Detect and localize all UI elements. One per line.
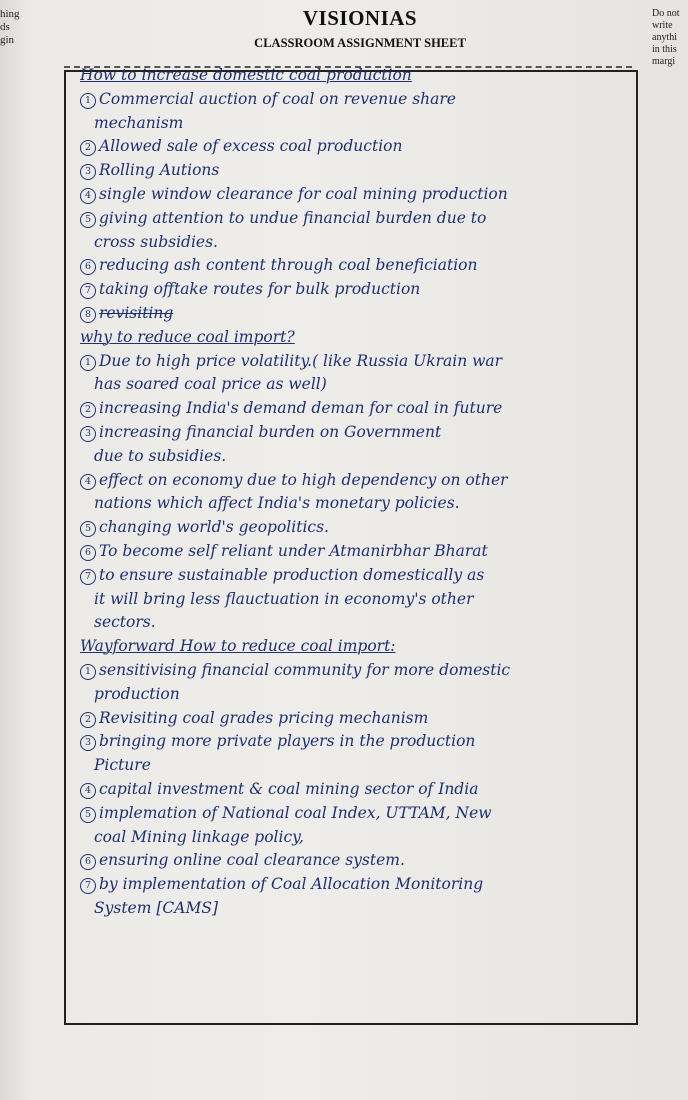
- circled-number: 1: [80, 664, 96, 680]
- line-text: capital investment & coal mining sector of India: [99, 779, 479, 798]
- list-item: [80, 659, 640, 683]
- circled-number: 6: [80, 854, 96, 870]
- list-item: [80, 183, 640, 207]
- struck-list-item: [80, 302, 640, 326]
- line-text: to ensure sustainable production domestically as: [99, 565, 485, 584]
- heading-text: How to increase domestic coal production: [80, 66, 412, 84]
- right-margin-line: anythi: [652, 32, 677, 43]
- list-item-continuation: [80, 897, 640, 921]
- list-item: [80, 802, 640, 826]
- line-text: due to subsidies.: [94, 446, 227, 465]
- circled-number: 5: [80, 521, 96, 537]
- list-item: [80, 397, 640, 421]
- line-text: changing world's geopolitics.: [99, 518, 329, 537]
- brand-title: VISIONIAS: [302, 6, 418, 30]
- list-item: [80, 730, 640, 754]
- list-item: [80, 707, 640, 731]
- heading-text: why to reduce coal import?: [80, 327, 295, 346]
- list-item: [80, 88, 640, 112]
- line-text: coal Mining linkage policy,: [94, 827, 304, 846]
- right-margin-line: in this: [652, 44, 677, 55]
- heading-text: Wayforward How to reduce coal import:: [80, 637, 396, 656]
- line-text: has soared coal price as well): [94, 375, 327, 394]
- circled-number: 3: [80, 164, 96, 180]
- list-item: [80, 254, 640, 278]
- circled-number: 3: [80, 426, 96, 442]
- circled-number: 7: [80, 878, 96, 894]
- line-text: effect on economy due to high dependency on other: [99, 470, 508, 489]
- left-margin-line: hing: [0, 8, 20, 20]
- line-text: reducing ash content through coal beneficiation: [99, 256, 478, 275]
- line-text: System [CAMS]: [94, 898, 218, 917]
- list-item-continuation: [80, 588, 640, 612]
- line-text: implemation of National coal Index, UTTAM, New: [99, 803, 492, 822]
- line-text: Revisiting coal grades pricing mechanism: [99, 708, 429, 727]
- circled-number: 8: [80, 307, 96, 323]
- line-text: ensuring online coal clearance system.: [99, 851, 405, 870]
- line-text: single window clearance for coal mining production: [99, 184, 508, 203]
- line-text: sensitivising financial community for more domestic: [99, 660, 511, 679]
- list-item: [80, 540, 640, 564]
- circled-number: 6: [80, 545, 96, 561]
- left-margin-line: ds: [0, 21, 10, 33]
- line-text: it will bring less flauctuation in economy's other: [94, 589, 474, 608]
- list-item: [80, 350, 640, 374]
- line-text: Due to high price volatility.( like Russia Ukrain war: [99, 351, 503, 370]
- circled-number: 2: [80, 402, 96, 418]
- circled-number: 3: [80, 735, 96, 751]
- circled-number: 4: [80, 474, 96, 490]
- line-text: sectors.: [94, 613, 156, 632]
- list-item: [80, 278, 640, 302]
- list-item: [80, 207, 640, 231]
- list-item: [80, 135, 640, 159]
- section-heading: [80, 326, 640, 350]
- list-item-continuation: [80, 112, 640, 136]
- line-text: mechanism: [94, 113, 184, 132]
- right-margin-line: margi: [652, 56, 676, 67]
- circled-number: 1: [80, 93, 96, 109]
- circled-number: 5: [80, 807, 96, 823]
- line-text: Rolling Autions: [99, 161, 220, 180]
- left-margin-text: [0, 8, 34, 47]
- list-item-continuation: [80, 683, 640, 707]
- list-item-continuation: [80, 611, 640, 635]
- circled-number: 7: [80, 569, 96, 585]
- list-item-continuation: [80, 231, 640, 255]
- circled-number: 4: [80, 783, 96, 799]
- line-text: nations which affect India's monetary policies.: [94, 494, 460, 513]
- list-item: [80, 564, 640, 588]
- list-item: [80, 421, 640, 445]
- circled-number: 2: [80, 712, 96, 728]
- line-text: Allowed sale of excess coal production: [99, 137, 403, 156]
- circled-number: 5: [80, 212, 96, 228]
- line-text: revisiting: [99, 303, 174, 322]
- list-item: [80, 849, 640, 873]
- list-item: [80, 469, 640, 493]
- list-item: [80, 873, 640, 897]
- line-text: cross subsidies.: [94, 232, 218, 251]
- circled-number: 6: [80, 259, 96, 275]
- list-item-continuation: [80, 445, 640, 469]
- right-margin-line: write: [652, 20, 673, 31]
- list-item-continuation: [80, 373, 640, 397]
- line-text: production: [94, 684, 180, 703]
- line-text: by implementation of Coal Allocation Monitoring: [99, 875, 484, 894]
- line-text: giving attention to undue financial burden due to: [99, 208, 487, 227]
- list-item-continuation: [80, 826, 640, 850]
- handwritten-answer: [80, 64, 640, 921]
- circled-number: 2: [80, 140, 96, 156]
- list-item: [80, 778, 640, 802]
- line-text: To become self reliant under Atmanirbhar Bharat: [99, 541, 488, 560]
- line-text: increasing financial burden on Government: [99, 422, 442, 441]
- circled-number: 7: [80, 283, 96, 299]
- circled-number: 4: [80, 188, 96, 204]
- line-text: Commercial auction of coal on revenue share: [99, 89, 456, 108]
- circled-number: 1: [80, 355, 96, 371]
- left-margin-line: gin: [0, 34, 15, 46]
- section-heading: [80, 635, 640, 659]
- list-item-continuation: [80, 492, 640, 516]
- line-text: bringing more private players in the production: [99, 732, 476, 751]
- line-text: Picture: [94, 756, 151, 775]
- right-margin-note: [652, 8, 688, 68]
- sheet-header: [190, 6, 530, 51]
- list-item-continuation: [80, 754, 640, 778]
- line-text: increasing India's demand deman for coal in future: [99, 399, 503, 418]
- line-text: taking offtake routes for bulk production: [99, 280, 421, 299]
- sheet-subtitle: CLASSROOM ASSIGNMENT SHEET: [254, 36, 466, 50]
- right-margin-line: Do not: [652, 8, 680, 19]
- section-heading: [80, 64, 640, 88]
- list-item: [80, 516, 640, 540]
- list-item: [80, 159, 640, 183]
